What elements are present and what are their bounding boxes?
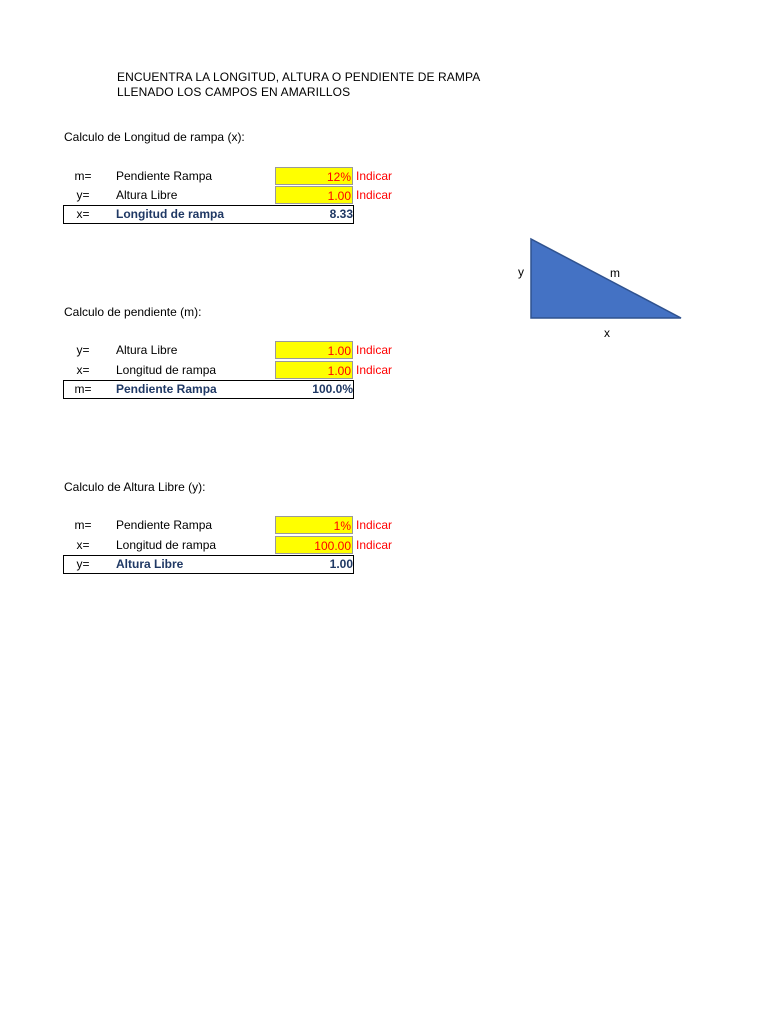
triangle-label-m: m: [610, 266, 620, 280]
var-label: m=: [74, 169, 92, 183]
indicar-note: Indicar: [356, 169, 393, 183]
input-longitud-rampa[interactable]: 100.00: [275, 536, 353, 554]
result-var: m=: [74, 382, 92, 396]
var-label: x=: [76, 363, 90, 377]
result-value-altura: 1.00: [329, 557, 353, 571]
field-label: Longitud de rampa: [116, 363, 217, 377]
input-pendiente-rampa[interactable]: 1%: [275, 516, 353, 534]
ramp-triangle-shape: [531, 239, 681, 318]
indicar-note: Indicar: [356, 188, 393, 202]
input-altura-libre[interactable]: 1.00: [275, 186, 353, 204]
var-label: x=: [76, 538, 90, 552]
ramp-triangle-diagram: [500, 230, 700, 345]
field-label: Altura Libre: [116, 343, 178, 357]
header-line-1: ENCUENTRA LA LONGITUD, ALTURA O PENDIENTE DE RAMPA: [117, 70, 481, 84]
field-label: Longitud de rampa: [116, 538, 217, 552]
field-label: Altura Libre: [116, 188, 178, 202]
result-label: Longitud de rampa: [116, 207, 224, 221]
indicar-note: Indicar: [356, 343, 393, 357]
triangle-label-x: x: [604, 326, 610, 340]
section-title-longitud: Calculo de Longitud de rampa (x):: [64, 130, 245, 144]
input-altura-libre[interactable]: 1.00: [275, 341, 353, 359]
result-var: x=: [76, 207, 90, 221]
section-title-altura: Calculo de Altura Libre (y):: [64, 480, 206, 494]
triangle-label-y: y: [518, 265, 524, 279]
var-label: y=: [76, 343, 90, 357]
result-label: Pendiente Rampa: [116, 382, 217, 396]
var-label: y=: [76, 188, 90, 202]
indicar-note: Indicar: [356, 363, 393, 377]
result-label: Altura Libre: [116, 557, 184, 571]
header-line-2: LLENADO LOS CAMPOS EN AMARILLOS: [117, 85, 351, 99]
result-value-longitud: 8.33: [329, 207, 353, 221]
field-label: Pendiente Rampa: [116, 169, 213, 183]
indicar-note: Indicar: [356, 538, 393, 552]
input-pendiente-rampa[interactable]: 12%: [275, 167, 353, 185]
var-label: m=: [74, 518, 92, 532]
result-value-pendiente: 100.0%: [312, 382, 353, 396]
section-title-pendiente: Calculo de pendiente (m):: [64, 305, 202, 319]
result-var: y=: [76, 557, 90, 571]
input-longitud-rampa[interactable]: 1.00: [275, 361, 353, 379]
indicar-note: Indicar: [356, 518, 393, 532]
page-header: [117, 70, 480, 100]
field-label: Pendiente Rampa: [116, 518, 213, 532]
